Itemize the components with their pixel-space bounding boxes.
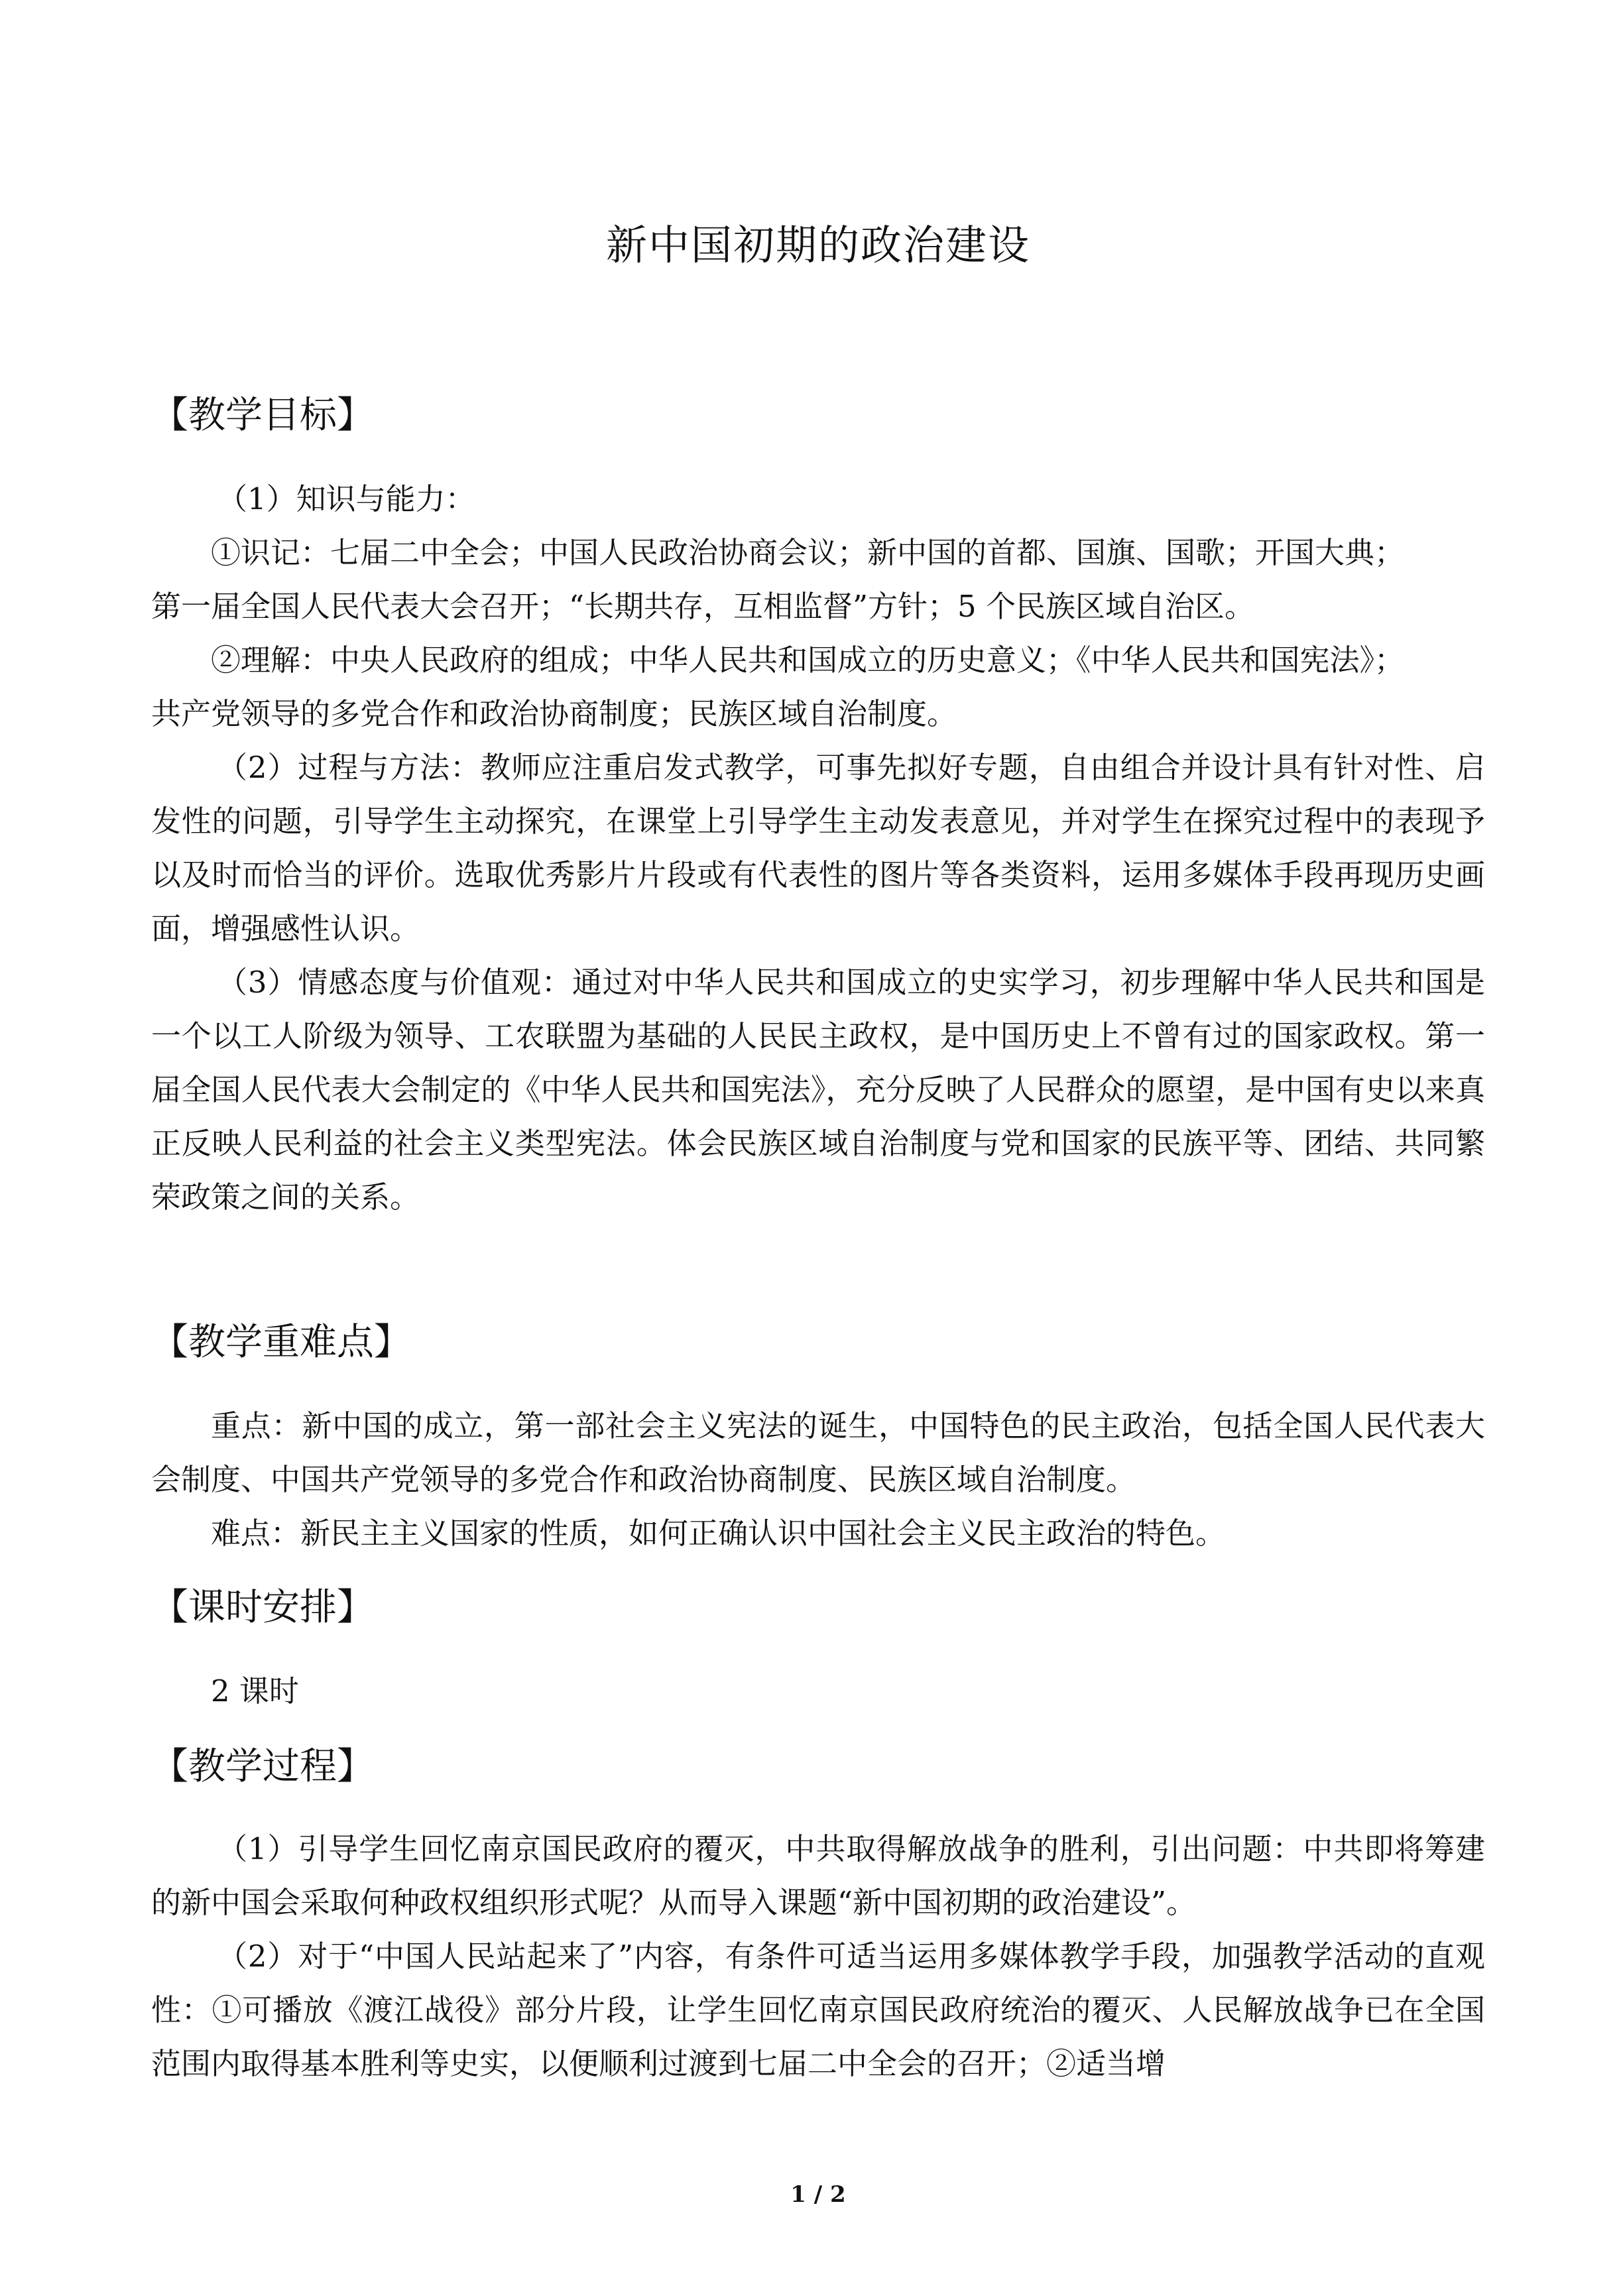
- heading-key-points: 【教学重难点】: [151, 1321, 411, 1364]
- process-block: [151, 1822, 1485, 2090]
- page-number: 1 / 2: [790, 2181, 846, 2208]
- heading-process: 【教学过程】: [151, 1745, 374, 1788]
- heading-schedule: 【课时安排】: [151, 1586, 374, 1629]
- recall-line-1: ①识记：七届二中全会；中国人民政治协商会议；新中国的首都、国旗、国歌；开国大典；: [211, 535, 1405, 570]
- process-step-1: （1）引导学生回忆南京国民政府的覆灭，中共取得解放战争的胜利，引出问题：中共即将筹建的新中国会采取何种政权组织形式呢？从而导入课题“新中国初期的政治建设”。: [151, 1831, 1485, 1920]
- key-point-paragraph: 重点：新中国的成立，第一部社会主义宪法的诞生，中国特色的民主政治，包括全国人民代表大会制度、中国共产党领导的多党合作和政治协商制度、民族区域自治制度。: [151, 1408, 1485, 1497]
- understand-line-1: ②理解：中央人民政府的组成；中华人民共和国成立的历史意义；《中华人民共和国宪法》；: [211, 642, 1405, 678]
- understand-line-2: 共产党领导的多党合作和政治协商制度；民族区域自治制度。: [151, 696, 957, 731]
- objectives-block: [151, 472, 1485, 1224]
- values-paragraph: （3）情感态度与价值观：通过对中华人民共和国成立的史实学习，初步理解中华人民共和国是一个以工人阶级为领导、工农联盟为基础的人民民主政权，是中国历史上不曾有过的国家政权。第一届全国人民代表大会制定的《中华人民共和国宪法》，充分反映了人民群众的愿望，是中国有史以来真正反映人民利益的社会主义类型宪法。体会民族区域自治制度与党和国家的民族平等、团结、共同繁荣政策之间的关系。: [151, 965, 1485, 1215]
- knowledge-label: （1）知识与能力：: [217, 481, 475, 516]
- page-title: 新中国初期的政治建设: [605, 221, 1030, 269]
- recall-line-2: 第一届全国人民代表大会召开；“长期共存，互相监督”方针；5 个民族区域自治区。: [151, 589, 1254, 624]
- process-method-paragraph: （2）过程与方法：教师应注重启发式教学，可事先拟好专题，自由组合并设计具有针对性、启发性的问题，引导学生主动探究，在课堂上引导学生主动发表意见，并对学生在探究过程中的表现予以及时而恰当的评价。选取优秀影片片段或有代表性的图片等各类资料，运用多媒体手段再现历史画面，增强感性认识。: [151, 750, 1485, 946]
- difficult-point-paragraph: 难点：新民主主义国家的性质，如何正确认识中国社会主义民主政治的特色。: [211, 1516, 1226, 1551]
- document-page: [151, 0, 1485, 2296]
- schedule-text: 2 课时: [211, 1673, 299, 1709]
- process-step-2: （2）对于“中国人民站起来了”内容，有条件可适当运用多媒体教学手段，加强教学活动的直观性：①可播放《渡江战役》部分片段，让学生回忆南京国民政府统治的覆灭、人民解放战争已在全国范围内取得基本胜利等史实，以便顺利过渡到七届二中全会的召开；②适当增: [151, 1939, 1485, 2081]
- key-points-block: [151, 1399, 1485, 1560]
- schedule-block: [151, 1664, 1485, 1718]
- heading-objectives: 【教学目标】: [151, 394, 374, 437]
